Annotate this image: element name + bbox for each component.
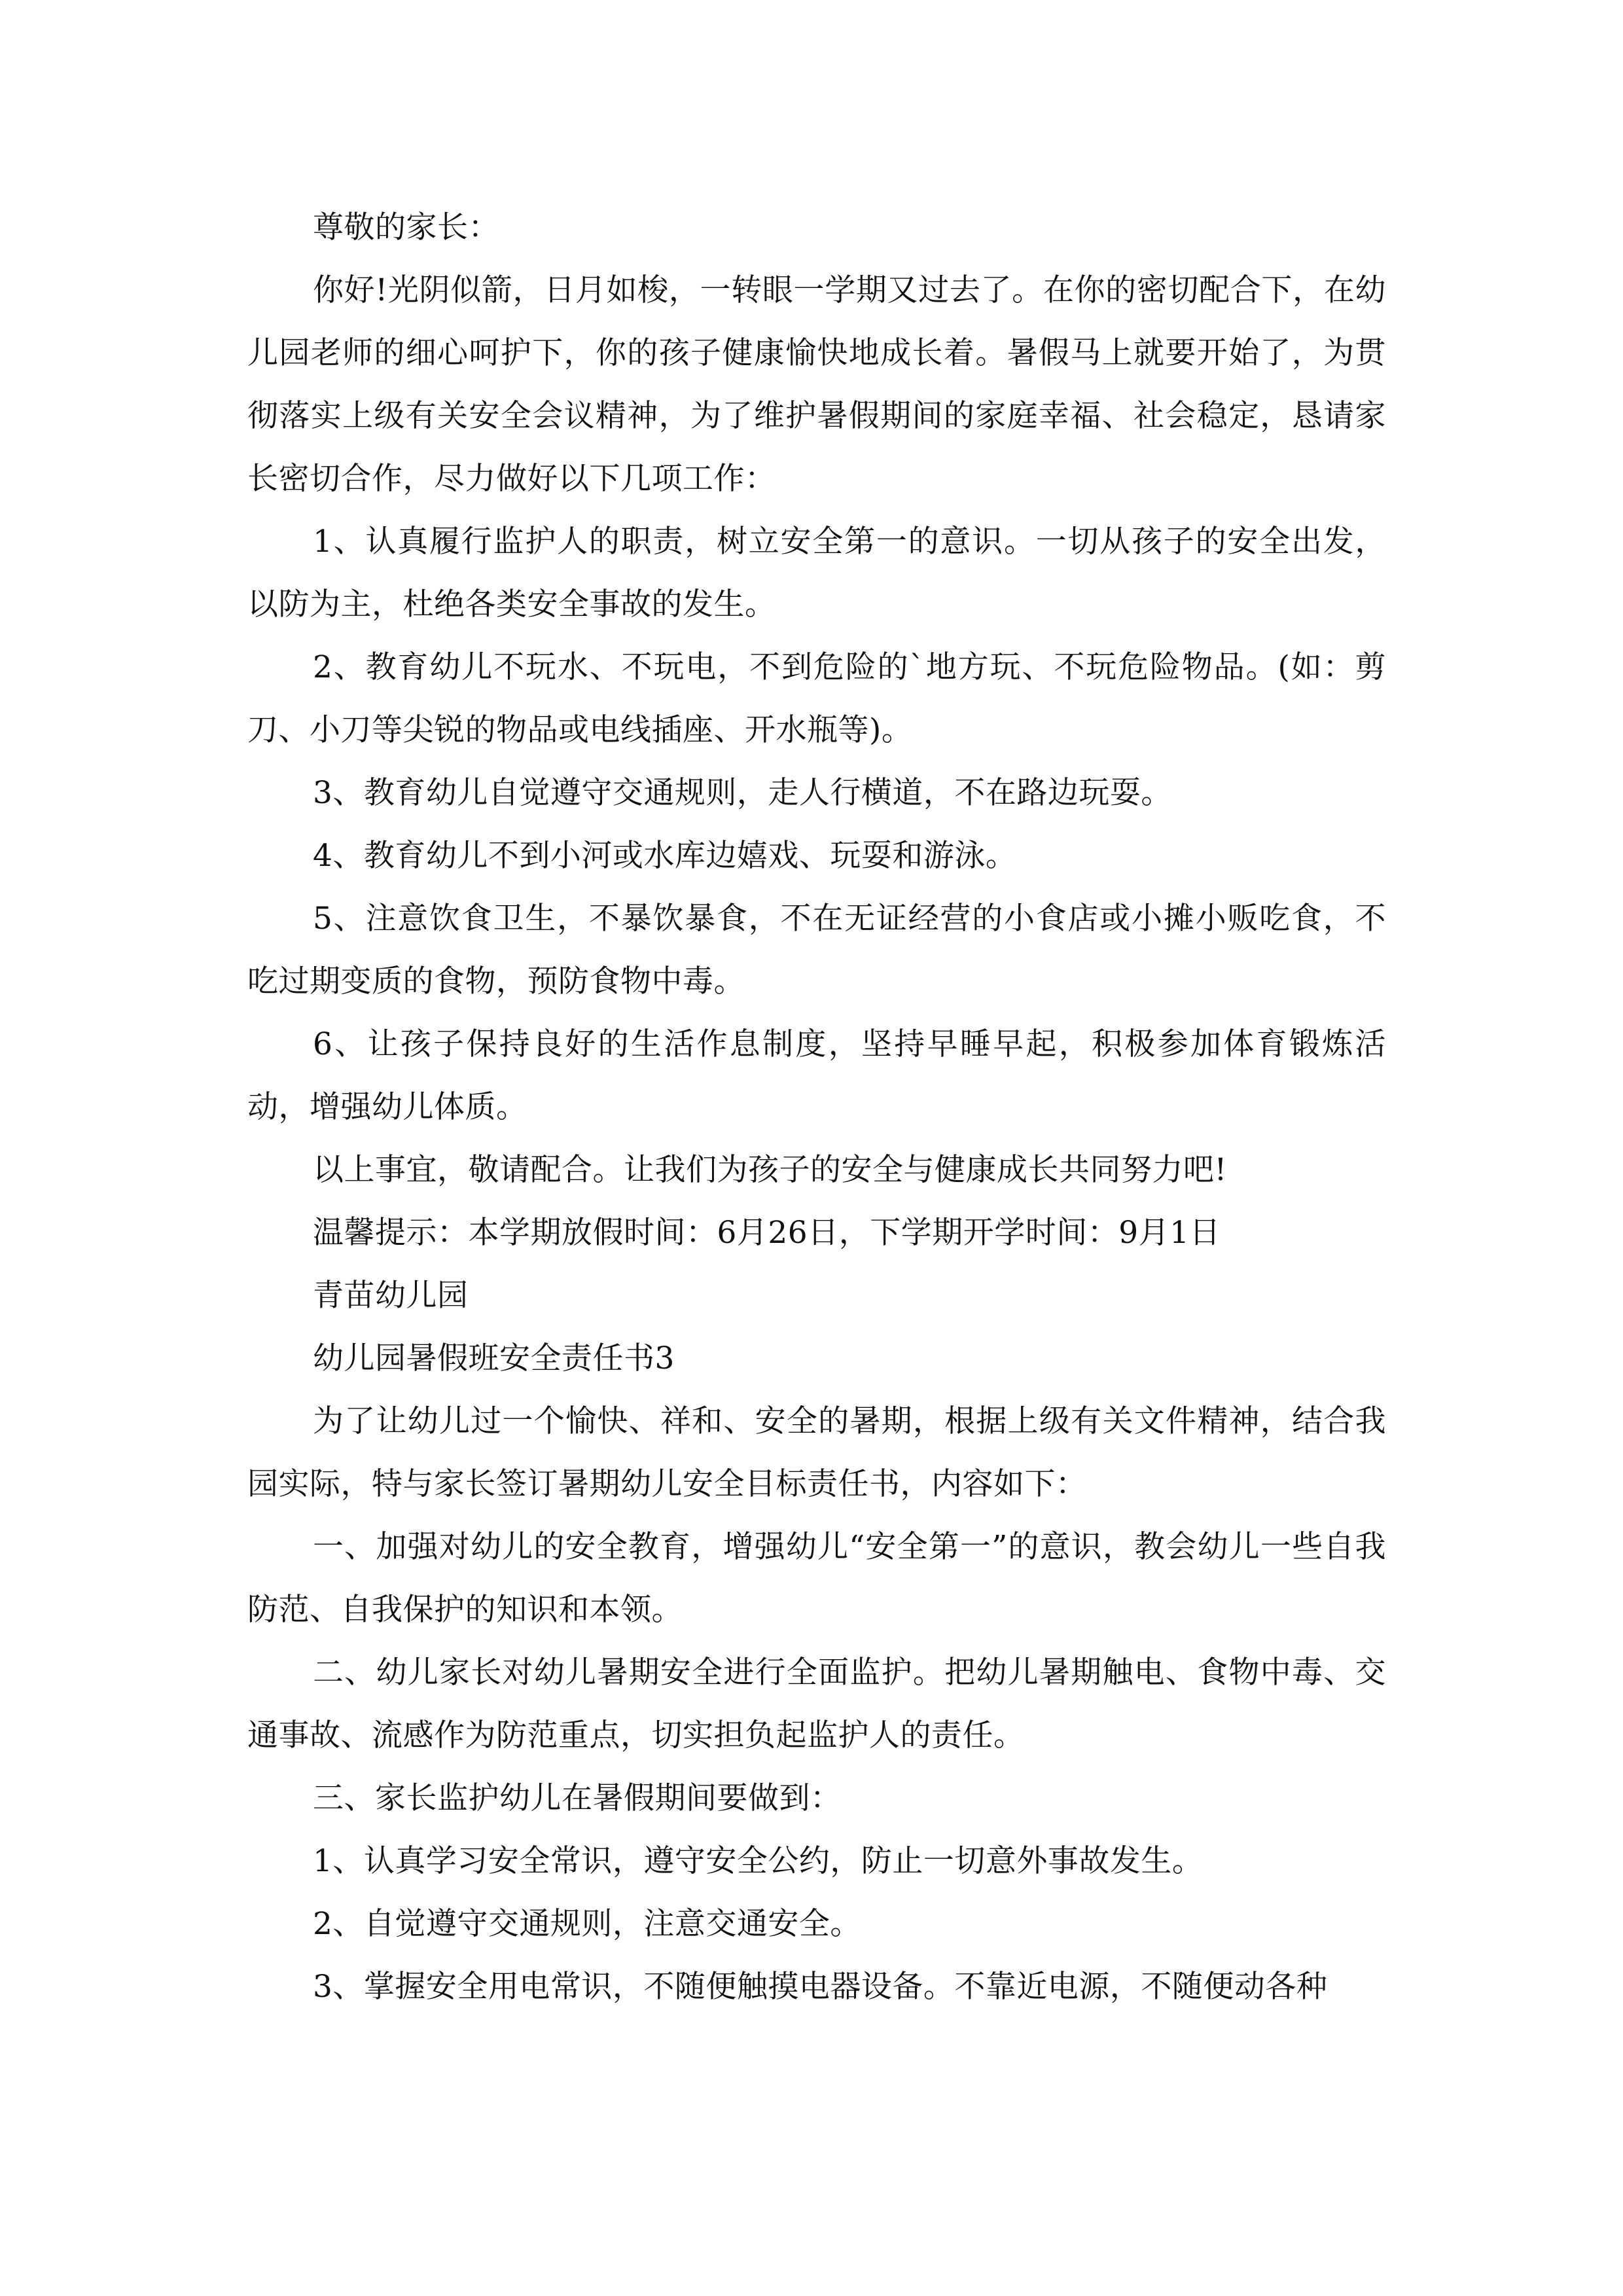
sub-item-3: 3、掌握安全用电常识，不随便触摸电器设备。不靠近电源，不随便动各种 — [313, 1969, 1328, 2005]
clause-2: 二、幼儿家长对幼儿暑期安全进行全面监护。把幼儿暑期触电、食物中毒、交通事故、流感作为防范重点，切实担负起监护人的责任。 — [247, 1655, 1386, 1753]
greeting: 尊敬的家长： — [313, 209, 499, 245]
item-3: 3、教育幼儿自觉遵守交通规则，走人行横道，不在路边玩耍。 — [313, 775, 1172, 811]
intro-paragraph: 你好!光阴似箭，日月如梭，一转眼一学期又过去了。在你的密切配合下，在幼儿园老师的细心呵护下，你的孩子健康愉快地成长着。暑假马上就要开始了，为贯彻落实上级有关安全会议精神，为了维护暑假期间的家庭幸福、社会稳定，恳请家长密切合作，尽力做好以下几项工作： — [247, 272, 1386, 497]
section-title: 幼儿园暑假班安全责任书3 — [313, 1340, 675, 1376]
section-intro: 为了让幼儿过一个愉快、祥和、安全的暑期，根据上级有关文件精神，结合我园实际，特与家长签订暑期幼儿安全目标责任书，内容如下： — [247, 1403, 1386, 1502]
clause-3: 三、家长监护幼儿在暑假期间要做到： — [313, 1780, 842, 1816]
item-4: 4、教育幼儿不到小河或水库边嬉戏、玩耍和游泳。 — [313, 838, 1017, 874]
clause-1: 一、加强对幼儿的安全教育，增强幼儿“安全第一”的意识，教会幼儿一些自我防范、自我保护的知识和本领。 — [247, 1529, 1386, 1628]
item-6: 6、让孩子保持良好的生活作息制度，坚持早睡早起，积极参加体育锻炼活动，增强幼儿体质。 — [247, 1026, 1386, 1125]
item-2: 2、教育幼儿不玩水、不玩电，不到危险的`地方玩、不玩危险物品。(如：剪刀、小刀等尖锐的物品或电线插座、开水瓶等)。 — [247, 649, 1386, 748]
reminder-line: 温馨提示：本学期放假时间：6月26日，下学期开学时间：9月1日 — [313, 1215, 1221, 1251]
sub-item-1: 1、认真学习安全常识，遵守安全公约，防止一切意外事故发生。 — [313, 1843, 1204, 1879]
closing-line: 以上事宜，敬请配合。让我们为孩子的安全与健康成长共同努力吧! — [313, 1152, 1227, 1188]
sub-item-2: 2、自觉遵守交通规则，注意交通安全。 — [313, 1906, 861, 1942]
signature-school: 青苗幼儿园 — [313, 1278, 469, 1314]
item-5: 5、注意饮食卫生，不暴饮暴食，不在无证经营的小食店或小摊小贩吃食，不吃过期变质的食物，预防食物中毒。 — [247, 901, 1386, 999]
document-body — [247, 196, 1386, 2018]
item-1: 1、认真履行监护人的职责，树立安全第一的意识。一切从孩子的安全出发，以防为主，杜绝各类安全事故的发生。 — [247, 524, 1386, 622]
